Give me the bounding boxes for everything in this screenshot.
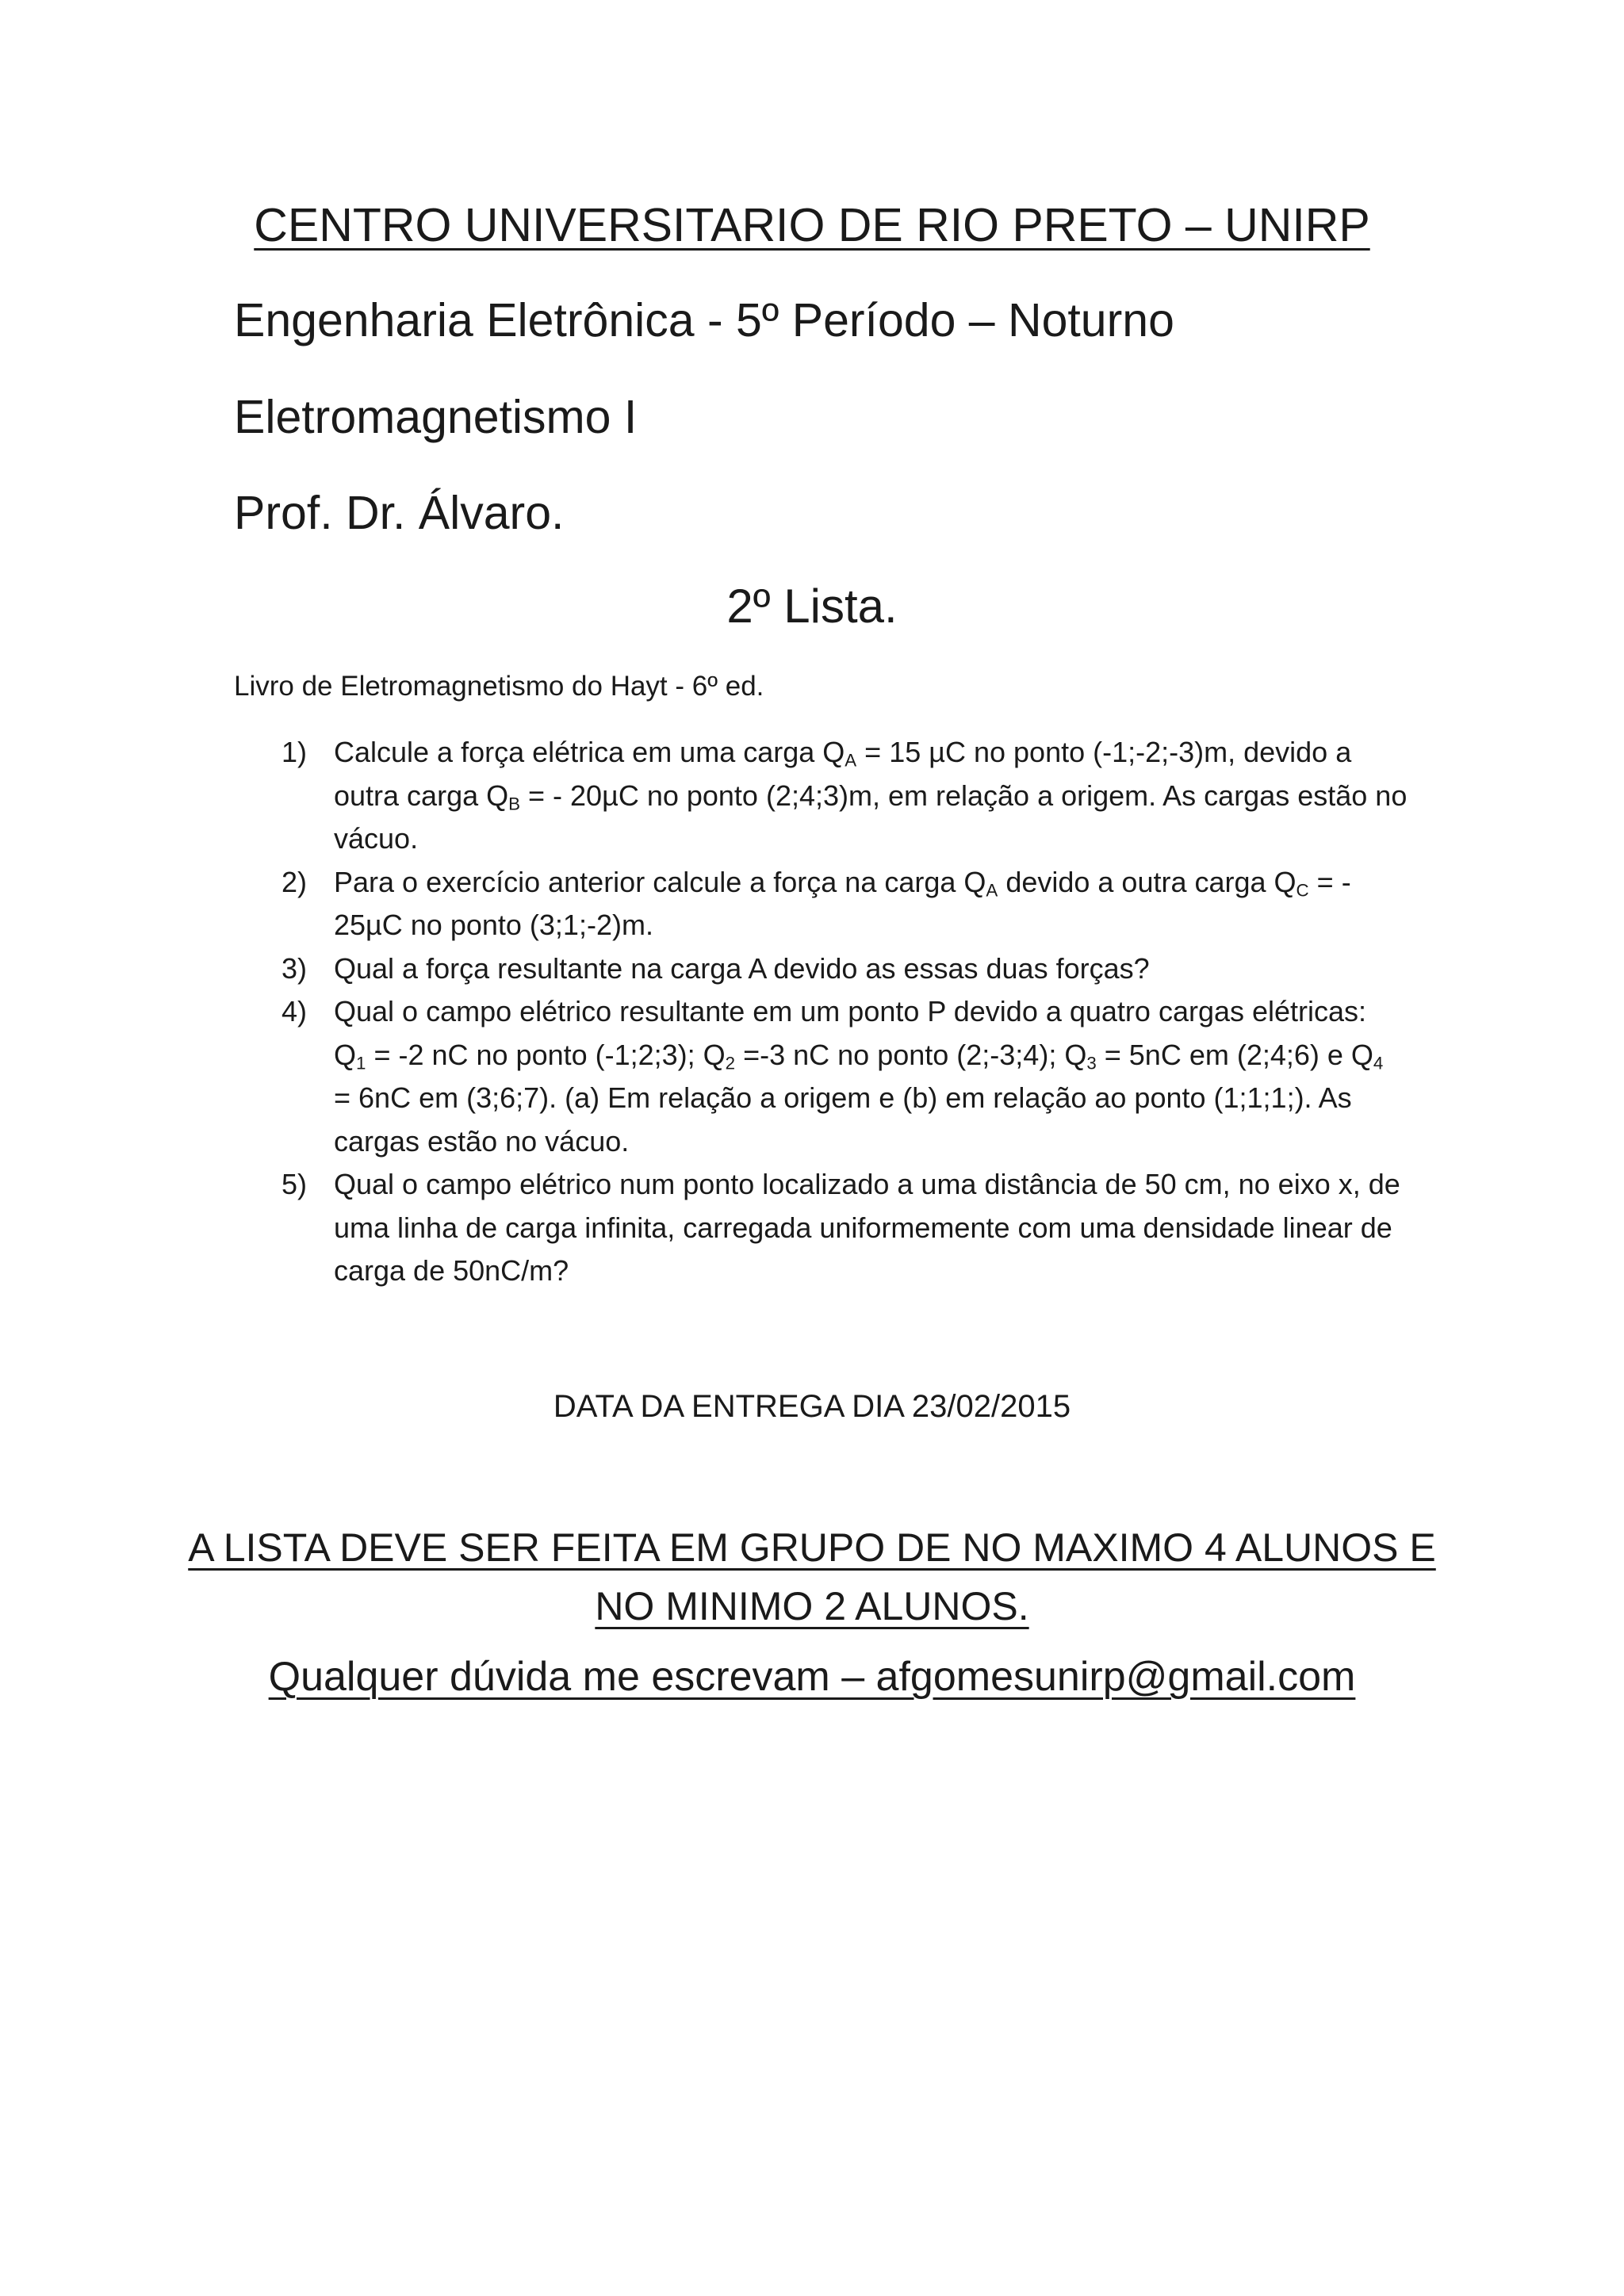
exercise-text: Calcule a força elétrica em uma carga $Q_A = 15$ µC no ponto (-1;-2;-3)m, devido a outra carga $Q_B$ = - 20µC no ponto (2;4;3)m, em relação a origem. As cargas estão no vácuo. (334, 736, 1408, 855)
exercise-text: Para o exercício anterior calcule a força na carga $Q_A$ devido a outra carga $Q_C$ = - 25µC no ponto (3;1;-2)m. (334, 865, 1351, 941)
subject-line: Eletromagnetismo I (234, 391, 638, 443)
exercise-item (282, 861, 1408, 947)
exercise-item (282, 947, 1408, 991)
professor-line: Prof. Dr. Álvaro. (234, 487, 565, 539)
exercise-item (282, 731, 1408, 861)
exercise-charges: $Q_1 = -2$ nC no ponto (-1;2;3); $Q_2 =-3$ nC no ponto (2;-3;4); $Q_3 = 5nC$ em (2;4;6) e $Q_4 = 6nC$ em (3;6;7). (a) Em relação a origem e (b) em relação ao ponto (1;1;1;). As cargas estão no vácuo. (334, 1038, 1384, 1158)
institution-title: CENTRO UNIVERSITARIO DE RIO PRETO – UNIRP (254, 199, 1370, 251)
exercise-number: 1) (282, 736, 308, 768)
exercise-text: Qual o campo elétrico resultante em um ponto P devido a quatro cargas elétricas: (334, 995, 1367, 1027)
exercise-text: Qual a força resultante na carga A devido as essas duas forças? (334, 951, 1150, 985)
contact-line: Qualquer dúvida me escrevam – afgomesunirp@gmail.com (268, 1654, 1356, 1700)
group-rule (0, 1518, 1624, 1636)
group-rule-line-1: A LISTA DEVE SER FEITA EM GRUPO DE NO MAXIMO 4 ALUNOS E (188, 1525, 1436, 1570)
group-rule-line-2: NO MINIMO 2 ALUNOS. (595, 1584, 1029, 1628)
exercise-item (282, 1163, 1408, 1293)
exercise-list (282, 731, 1408, 1293)
exercise-item (282, 990, 1408, 1163)
exercise-number: 5) (282, 1168, 308, 1200)
exercise-number: 2) (282, 865, 308, 898)
deadline-notice: DATA DA ENTREGA DIA 23/02/2015 (553, 1389, 1071, 1424)
list-title: 2º Lista. (726, 580, 898, 633)
exercise-text: Qual o campo elétrico num ponto localizado a uma distância de 50 cm, no eixo x, de uma linha de carga infinita, carregada uniformemente com uma densidade linear de carga de 50nC/m? (334, 1168, 1400, 1287)
exercise-number: 4) (282, 995, 308, 1027)
book-reference: Livro de Eletromagnetismo do Hayt - 6º ed. (234, 671, 764, 702)
course-line: Engenharia Eletrônica - 5º Período – Noturno (234, 294, 1174, 346)
exercise-number: 3) (282, 951, 308, 985)
